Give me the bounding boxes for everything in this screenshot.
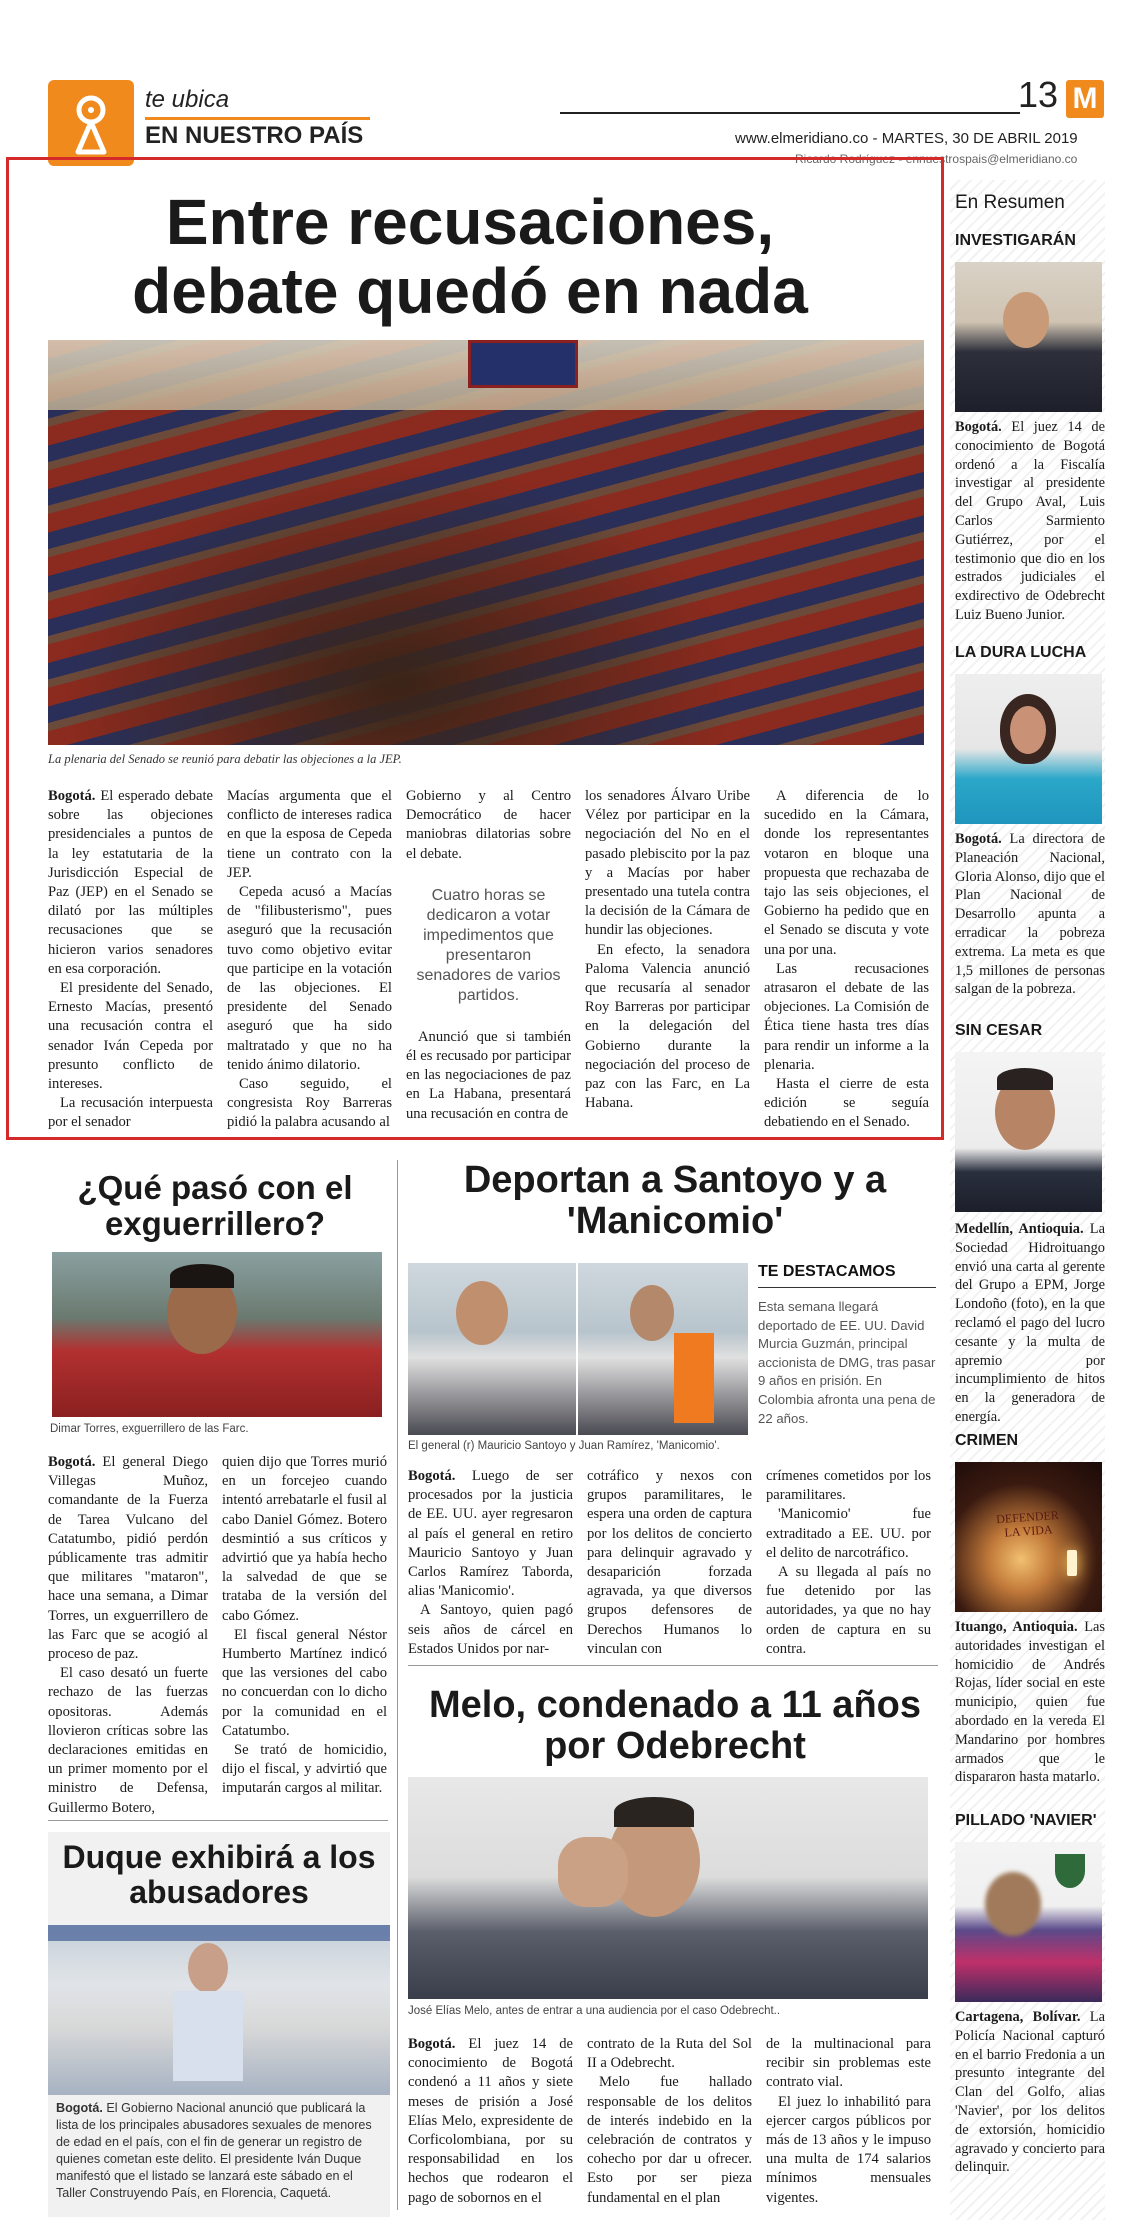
section-underline bbox=[145, 117, 370, 120]
paragraph: El presidente del Senado, Ernesto Macías, presentó una recusación contra el senador Iván Cepeda por presunto conflicto de intereses. bbox=[48, 980, 213, 1093]
main-col-2 bbox=[227, 787, 392, 1133]
paragraph: Caso seguido, el congresista Roy Barreras pidió la palabra acusando al bbox=[227, 1076, 392, 1131]
sidebar-photo-alonso bbox=[955, 674, 1102, 824]
dateline: Bogotá. bbox=[955, 831, 1002, 847]
sidebar-head-la-dura-lucha: LA DURA LUCHA bbox=[955, 644, 1087, 661]
pin-people-icon bbox=[48, 80, 134, 166]
page-number: 13 bbox=[1018, 74, 1059, 115]
main-col-4 bbox=[585, 787, 750, 1113]
sidebar-title: En Resumen bbox=[955, 192, 1065, 213]
sidebar-photo-londono bbox=[955, 1052, 1102, 1212]
paragraph: A Santoyo, quien pagó seis años de cárcel en Estados Unidos por nar- bbox=[408, 1602, 573, 1657]
pull-quote: Cuatro horas se dedicaron a votar impedimentos que presentaron senadores de varios partidos. bbox=[416, 886, 561, 1004]
dateline: Medellín, Antioquia. bbox=[955, 1221, 1084, 1237]
melo-col-1 bbox=[408, 2035, 573, 2208]
dateline: Bogotá. bbox=[408, 1468, 456, 1484]
dateline: Cartagena, Bolívar. bbox=[955, 2009, 1081, 2025]
dateline: Bogotá. bbox=[408, 2036, 456, 2052]
paragraph: Hasta el cierre de esta edición se seguía debatiendo en el Senado. bbox=[764, 1076, 929, 1131]
sidebar-text-1 bbox=[955, 830, 1105, 999]
santoyo-caption: El general (r) Mauricio Santoyo y Juan Ramírez, 'Manicomio'. bbox=[408, 1440, 720, 1452]
paragraph: Macías argumenta que el conflicto de intereses radica en que la esposa de Cepeda tiene un contrato con la JEP. bbox=[227, 788, 392, 881]
paragraph: El juez lo inhabilitó para ejercer cargos públicos por más de 13 años y le impuso una multa de 174 salarios mínimos mensuales vigentes. bbox=[766, 2093, 931, 2206]
paragraph: El juez 14 de conocimiento de Bogotá ordenó a la Fiscalía investigar al presidente del Grupo Aval, Luis Carlos Sarmiento Gutiérrez, por el testimonio que dio en los estrados judiciales el exdirectivo de Odebrecht Luiz Bueno Junior. bbox=[955, 419, 1105, 623]
paragraph: La directora de Planeación Nacional, Gloria Alonso, dijo que el Plan Nacional de Desarrollo apunta a erradicar la pobreza extrema. La meta es que 1,5 millones de personas salgan de la pobreza. bbox=[955, 831, 1105, 998]
sidebar-text-2 bbox=[955, 1220, 1105, 1427]
paragraph: A su llegada al país no fue detenido por las autoridades, ya que no hay orden de captura en su contra. bbox=[766, 1564, 931, 1657]
dateline: Bogotá. bbox=[48, 1454, 96, 1470]
exguerrillero-col-2 bbox=[222, 1453, 387, 1799]
section-small-label: te ubica bbox=[145, 86, 230, 113]
paragraph: En efecto, la senadora Paloma Valencia anunció que recusaría al senador Roy Barreras por participar en la delegación del Gobierno durante la negociación del proceso de paz con las Farc, en La Habana. bbox=[585, 941, 750, 1112]
exguerrillero-caption: Dimar Torres, exguerrillero de las Farc. bbox=[50, 1423, 249, 1435]
paragraph: El fiscal general Néstor Humberto Martínez indicó que las versiones del cabo no concuerdan con lo dicho por la comunidad en el Catatumbo. bbox=[222, 1626, 387, 1739]
exguerrillero-headline: ¿Qué pasó con el exguerrillero? bbox=[77, 1169, 353, 1242]
santoyo-headline: Deportan a Santoyo y a 'Manicomio' bbox=[463, 1159, 887, 1243]
paragraph: El general Diego Villegas Muñoz, comandante de la Fuerza de Tarea Vulcano del Catatumbo, pidió perdón públicamente tras admitir que militares "mataron", hace una semana, a Dimar Torres, un exguerrillero de las Farc que se acogió al proceso de paz. bbox=[48, 1454, 208, 1663]
column-divider bbox=[397, 1160, 398, 2210]
paragraph: crímenes cometidos por los paramilitares. bbox=[766, 1468, 931, 1504]
duque-headline: Duque exhibirá a los abusadores bbox=[62, 1839, 376, 1910]
sidebar-photo-vigil bbox=[955, 1462, 1102, 1612]
paragraph: Las autoridades investigan el homicidio de Andrés Rojas, líder social en este municipio, quien fue abordado en la vereda El Mandarino por hombres armados que le dispararon hasta matarlo. bbox=[955, 1619, 1105, 1786]
section-big-label: EN NUESTRO PAÍS bbox=[145, 122, 364, 149]
paragraph: La Policía Nacional capturó en el barrio Fredonia a un presunto integrante del Clan del Golfo, alias 'Navier', por los delitos de extorsión, homicidio agravado y concierto para delinquir. bbox=[955, 2009, 1105, 2176]
santoyo-col-1 bbox=[408, 1467, 573, 1659]
byline: Ricardo Rodríguez - ennuestrospais@elmeridiano.co bbox=[795, 152, 1078, 166]
duque-photo bbox=[48, 1925, 390, 2095]
paragraph: El juez 14 de conocimiento de Bogotá condenó a 11 años y siete meses de prisión a José Elías Melo, expresidente de Corficolombiana, por su responsabilidad en los hechos que rodearon el pago de sobornos en el bbox=[408, 2036, 573, 2206]
paragraph: Cepeda acusó a Macías de "filibusterismo", pues aseguró que la recusación tuvo como objetivo evitar que participe en la votación de las objeciones. El presidente del Senado aseguró que ha sido maltratado y que no ha tenido ánimo dilatorio. bbox=[227, 884, 392, 1073]
paragraph: los senadores Álvaro Uribe Vélez por participar en la negociación del No en el pasado plebiscito por la paz y a Macías por haber presentado una tutela contra la decisión de la Cámara de hundir las objeciones. bbox=[585, 788, 750, 939]
santoyo-photo bbox=[408, 1263, 748, 1435]
destacamos-title: TE DESTACAMOS bbox=[758, 1263, 936, 1288]
police-shield-icon bbox=[1055, 1854, 1085, 1888]
sidebar-head-sin-cesar: SIN CESAR bbox=[955, 1022, 1043, 1039]
paragraph: Anunció que si también él es recusado por participar en las negociaciones de paz en La Habana, presentará una recusación en contra de bbox=[406, 1028, 571, 1122]
santoyo-col-3 bbox=[766, 1467, 931, 1659]
destacamos-box bbox=[758, 1263, 936, 1428]
melo-caption: José Elías Melo, antes de entrar a una audiencia por el caso Odebrecht.. bbox=[408, 2005, 781, 2017]
paragraph: 'Manicomio' fue extraditado a EE. UU. por el delito de narcotráfico. bbox=[766, 1506, 931, 1561]
sidebar-text-4 bbox=[955, 2008, 1105, 2177]
site-date: www.elmeridiano.co - MARTES, 30 DE ABRIL 2019 bbox=[735, 130, 1078, 147]
section-divider bbox=[408, 1665, 938, 1666]
paragraph: El esperado debate sobre las objeciones presidenciales a puntos de la ley estatutaria de la Jurisdicción Especial de Paz (JEP) en el Senado se dilató por las múltiples recusaciones que se hicieron varios senadores en esa corporación. bbox=[48, 788, 213, 977]
paragraph: Luego de ser procesados por la justicia de EE. UU. ayer regresaron al país el general en retiro Mauricio Santoyo y Juan Carlos Ramírez Taborda, alias 'Manicomio'. bbox=[408, 1468, 573, 1600]
paragraph: Melo fue hallado responsable de los delitos de interés indebido en la celebración de contratos y cohecho por dar u ofrecer. Esto por ser pieza fundamental en el plan bbox=[587, 2074, 752, 2206]
dateline: Bogotá. bbox=[48, 788, 96, 804]
sidebar-head-investigaran: INVESTIGARÁN bbox=[955, 232, 1076, 249]
paragraph: Se trató de homicidio, dijo el fiscal, y advirtió que imputarán cargos al militar. bbox=[222, 1742, 387, 1797]
paragraph: de la multinacional para recibir sin problemas este contrato vial. bbox=[766, 2036, 931, 2091]
destacamos-text: Esta semana llegará deportado de EE. UU. David Murcia Guzmán, principal accionista de DMG, tras pasar 9 años en prisión. En Colombia afronta una pena de 22 años. bbox=[758, 1299, 936, 1426]
sidebar-text-0 bbox=[955, 418, 1105, 625]
vigil-sign: DEFENDER LA VIDA bbox=[995, 1507, 1060, 1540]
sidebar-photo-capture bbox=[955, 1842, 1102, 2002]
melo-col-3 bbox=[766, 2035, 931, 2208]
exguerrillero-photo bbox=[52, 1252, 382, 1417]
exguerrillero-col-1 bbox=[48, 1453, 208, 1818]
paragraph: La recusación interpuesta por el senador bbox=[48, 1095, 213, 1131]
sidebar-head-crimen: CRIMEN bbox=[955, 1432, 1019, 1449]
main-col-1 bbox=[48, 787, 213, 1133]
melo-headline: Melo, condenado a 11 años por Odebrecht bbox=[428, 1684, 921, 1768]
main-col-3 bbox=[406, 787, 571, 1124]
paragraph: quien dijo que Torres murió en un forcejeo cuando intentó arrebatarle el fusil al cabo Daniel Gómez. Botero desmintió a sus críticos y advirtió que ya había hecho la salvedad de que se trataba de la versión del cabo Gómez. bbox=[222, 1454, 387, 1624]
paragraph: A diferencia de lo sucedido en la Cámara, donde los representantes votaron en bloque una propuesta que rechazaba de tajo las seis objeciones, el Gobierno ha pedido que en el Senado se discuta y vote una por una. bbox=[764, 788, 929, 958]
paragraph: La Sociedad Hidroituango envió una carta al gerente del Grupo a EPM, Jorge Londoño (foto), en la que reclamó el pago del lucro cesante y la multa de apremio por incumplimiento de hitos en la generadora de energía. bbox=[955, 1221, 1105, 1425]
dateline: Bogotá. bbox=[955, 419, 1002, 435]
candle-icon bbox=[1067, 1550, 1077, 1576]
sidebar-head-pillado-navier: PILLADO 'NAVIER' bbox=[955, 1812, 1097, 1829]
senate-screen bbox=[468, 340, 578, 388]
section-logo bbox=[48, 80, 134, 166]
dateline: Bogotá. bbox=[56, 2101, 103, 2115]
duque-text bbox=[56, 2100, 384, 2202]
sidebar-photo-sarmiento bbox=[955, 262, 1102, 412]
melo-col-2 bbox=[587, 2035, 752, 2208]
paragraph: cotráfico y nexos con grupos paramilitares, le espera una orden de captura por los delitos de concierto para delinquir agravado y desaparición forzada agravada, ya que diversos grupos defensores de Derechos Humanos lo vinculan con bbox=[587, 1468, 752, 1657]
paragraph: contrato de la Ruta del Sol II a Odebrecht. bbox=[587, 2036, 752, 2072]
senate-photo bbox=[48, 340, 924, 745]
sidebar-text-3 bbox=[955, 1618, 1105, 1787]
brand-letter: M bbox=[1072, 82, 1098, 115]
brand-logo bbox=[1066, 80, 1104, 118]
paragraph: El caso desató un fuerte rechazo de las fuerzas opositoras. Además llovieron críticas sobre las declaraciones emitidas en un primer momento por el ministro de Defensa, Guillermo Botero, bbox=[48, 1665, 208, 1816]
main-col-5 bbox=[764, 787, 929, 1133]
paragraph: Las recusaciones atrasaron el debate de las objeciones. La Comisión de Ética tiene hasta tres días para rendir un informe a la plenaria. bbox=[764, 960, 929, 1073]
dateline: Ituango, Antioquia. bbox=[955, 1619, 1078, 1635]
main-headline: Entre recusaciones, debate quedó en nada bbox=[132, 186, 808, 328]
santoyo-col-2 bbox=[587, 1467, 752, 1659]
main-photo-caption: La plenaria del Senado se reunió para debatir las objeciones a la JEP. bbox=[48, 752, 402, 766]
section-divider bbox=[48, 1820, 388, 1821]
melo-photo bbox=[408, 1777, 928, 1999]
header-rule bbox=[560, 112, 1020, 114]
paragraph: Gobierno y al Centro Democrático de hacer maniobras dilatorias sobre el debate. bbox=[406, 788, 571, 862]
paragraph: El Gobierno Nacional anunció que publicará la lista de los principales abusadores sexuales de menores de edad en el país, con el fin de generar un registro de quienes cometan este delito. El presidente Iván Duque manifestó que el listado se lanzará este sábado en el Taller Construyendo País, en Florencia, Caquetá. bbox=[56, 2101, 372, 2200]
